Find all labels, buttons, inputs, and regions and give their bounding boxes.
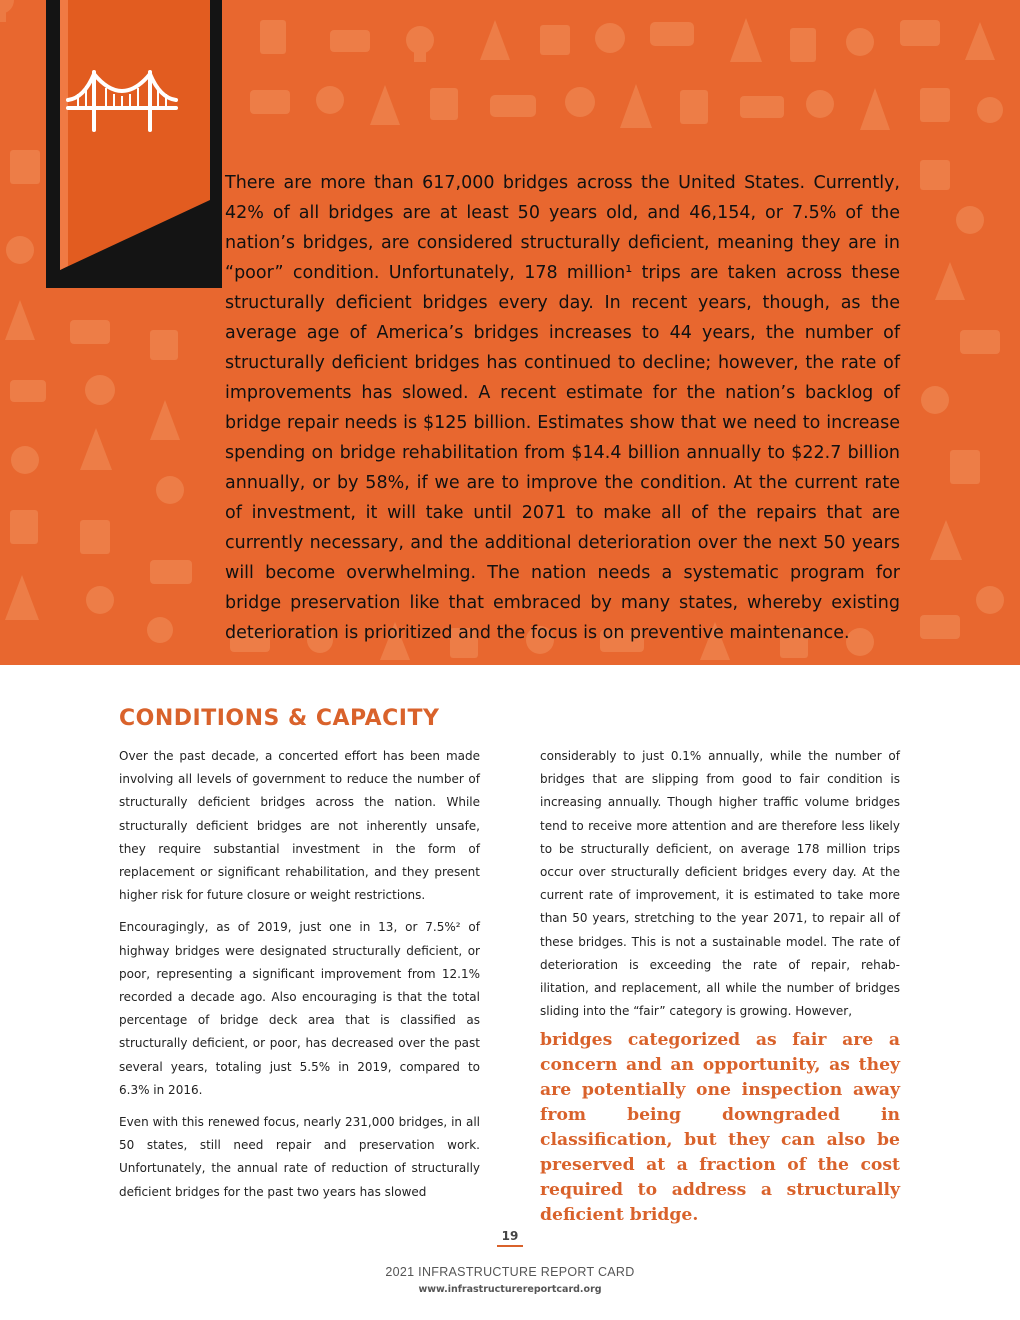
paragraph-continued: considerably to just 0.1% annually, while the number of bridges that are slipping from good to fair condition is increasing annually. Though higher traffic volume bridges tend to receive more attention and are therefore less likely to be structurally deficient, on average 178 million trips occur over structurally deficient bridges every day. At the current rate of improvement, it is estimated to take more than 50 years, stretching to the year 2071, to repair all of these bridges. This is not a sustainable model. The rate of deterioration is exceeding the rate of repair, rehab- ilitation, and replacement, all while the number of bridges sliding into the “fair” category is growing. However, (540, 749, 900, 1019)
paragraph-3: Even with this renewed focus, nearly 231,000 bridges, in all 50 states, still need repair and preservation work. Unfortunately, the annual rate of reduction of structurally deficient bridges for the past two years has slowed (119, 1115, 480, 1199)
pull-quote: bridges categorized as fair are a concern and an opportunity, as they are potentially one inspection away from being downgraded in classification, but they can also be preserved at a fraction of the cost required to address a structurally deficient bridge. (540, 1030, 900, 1225)
paragraph-2: Encouragingly, as of 2019, just one in 13, or 7.5%² of highway bridges were designated structurally deficient, or poor, representing a significant improvement from 12.1% recorded a decade ago. Also encouraging is that the total percentage of bridge deck area that is classified as structurally deficient, or poor, has decreased over the past several years, totaling just 5.5% in 2019, compared to 6.3% in 2016. (119, 920, 480, 1097)
section-title: CONDITIONS & CAPACITY (119, 706, 440, 731)
footer-title: 2021 INFRASTRUCTURE REPORT CARD (385, 1265, 635, 1279)
paragraph-1: Over the past decade, a concerted effort has been made involving all levels of government to reduce the number of structurally deficient bridges across the nation. While structurally deficient bridges are not inherently unsafe, they require substantial investment in the form of replacement or significant rehabilitation, and they present higher risk for future closure or weight restrictions. (119, 749, 480, 903)
bridge-icon (66, 68, 178, 132)
footer-url[interactable]: www.infrastructurereportcard.org (418, 1284, 602, 1295)
left-column (119, 745, 480, 1204)
page-number: 19 (497, 1229, 523, 1247)
hero-paragraph: There are more than 617,000 bridges across the United States. Currently, 42% of all bridges are at least 50 years old, and 46,154, or 7.5% of the nation’s bridges, are considered structurally deficient, meaning they are in “poor” condition. Unfortunately, 178 million¹ trips are taken across these structurally deficient bridges every day. In recent years, though, as the average age of America’s bridges increases to 44 years, the number of structurally deficient bridges has continued to decline; however, the rate of improvements has slowed. A recent estimate for the nation’s backlog of bridge repair needs is $125 billion. Estimates show that we need to increase spending on bridge rehabilitation from $14.4 billion annually to $22.7 billion annually, or by 58%, if we are to improve the condition. At the current rate of investment, it will take until 2071 to make all of the repairs that are currently necessary, and the additional deterioration over the next 50 years will become overwhelming. The nation needs a systematic program for bridge preservation like that embraced by many states, whereby existing deterioration is prioritized and the focus is on preventive maintenance. (225, 173, 901, 643)
right-column (540, 745, 900, 1023)
bookmark-ribbon (60, 0, 210, 270)
